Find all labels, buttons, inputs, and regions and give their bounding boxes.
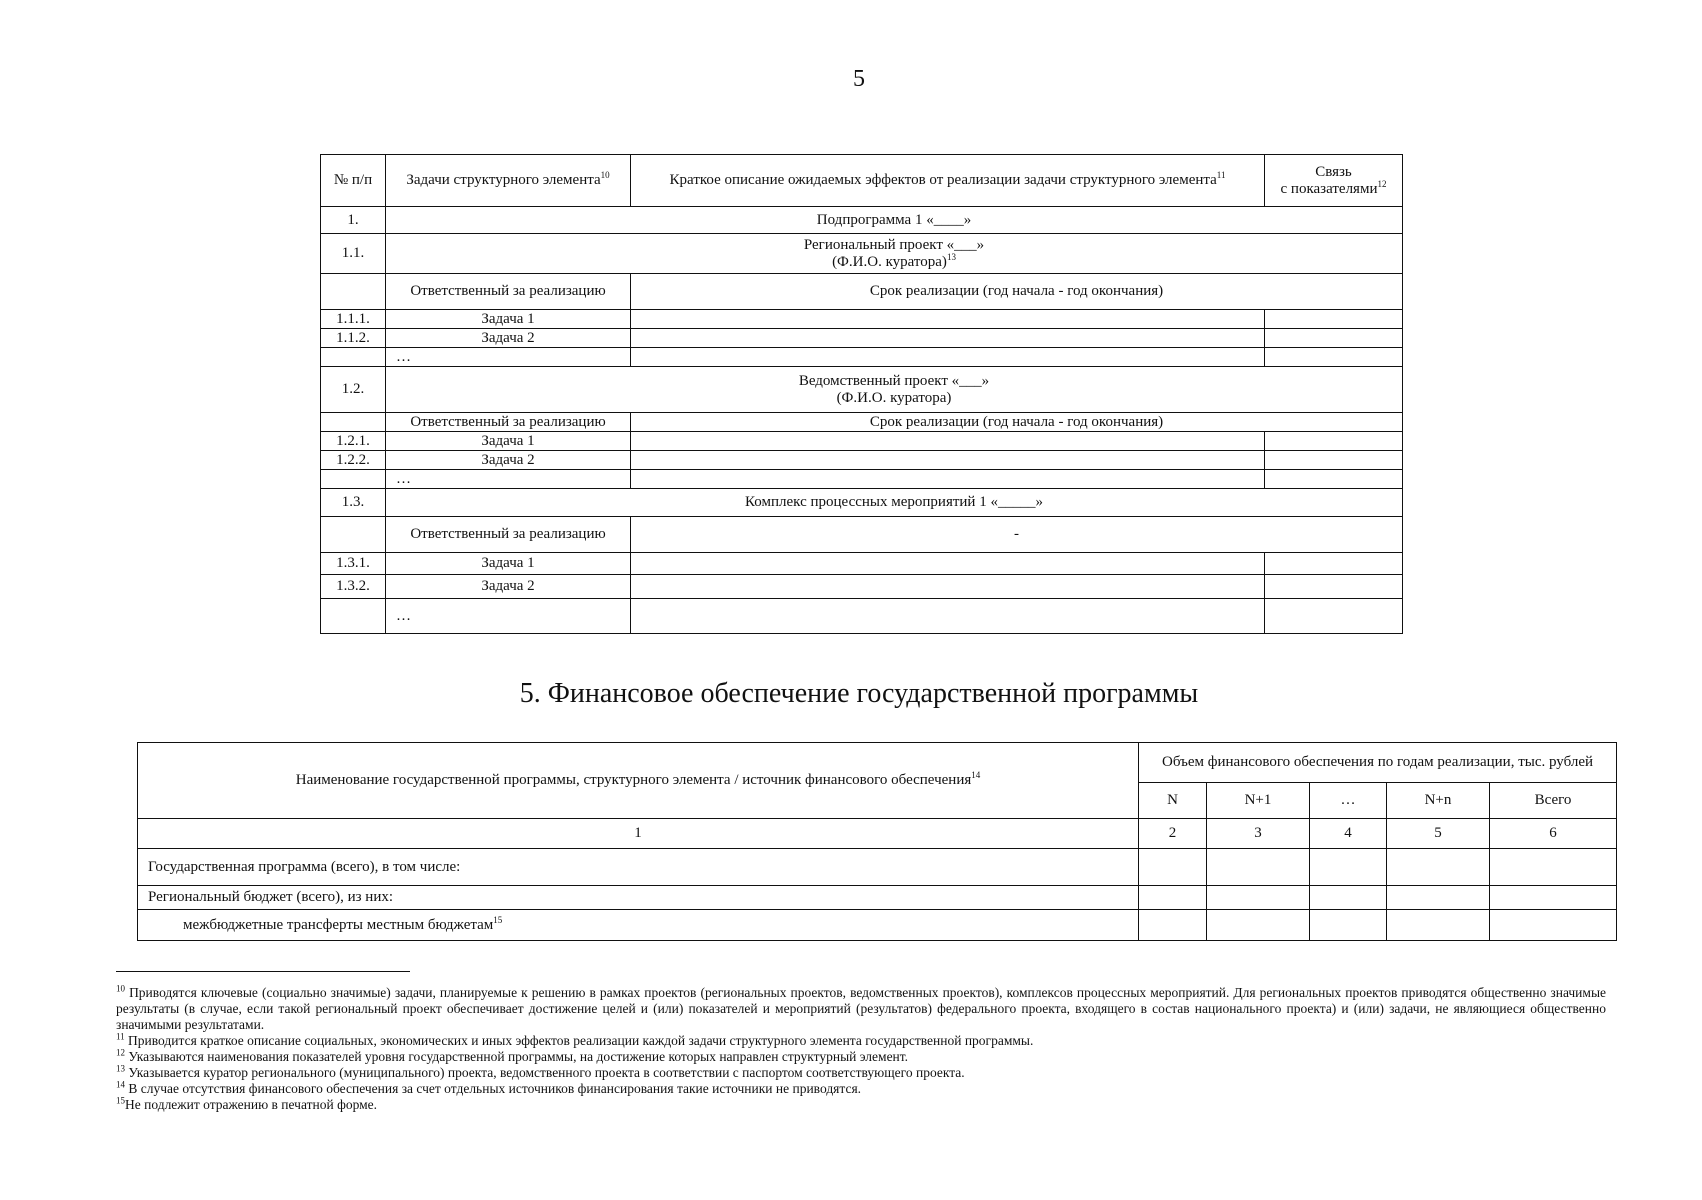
task-name: Задача 2 <box>386 575 631 599</box>
table-row <box>321 489 1403 517</box>
row-num: 1.3. <box>321 489 386 517</box>
page-number: 5 <box>853 66 865 92</box>
table-row <box>321 553 1403 575</box>
section-title: 5. Финансовое обеспечение государственной программы <box>519 678 1199 709</box>
col-number: 2 <box>1139 819 1207 849</box>
table-row <box>321 432 1403 451</box>
footnote-separator <box>116 971 410 972</box>
ellipsis: … <box>386 348 631 367</box>
task-name: Задача 2 <box>386 451 631 470</box>
table-row <box>138 910 1617 941</box>
term-label: Срок реализации (год начала - год окончания) <box>631 413 1403 432</box>
term-label: Срок реализации (год начала - год окончания) <box>631 274 1403 310</box>
subprogram-title: Подпрограмма 1 «____» <box>386 207 1403 234</box>
header-link: Связь с показателями$^{12}$ <box>1265 155 1403 207</box>
task-name: Задача 2 <box>386 329 631 348</box>
col-number: 4 <box>1310 819 1387 849</box>
table-row <box>321 575 1403 599</box>
row-num: 1.2. <box>321 367 386 413</box>
table-row <box>321 451 1403 470</box>
footnote: $^{15}$Не подлежит отражению в печатной форме. <box>116 1095 378 1112</box>
year-header: N <box>1139 783 1207 819</box>
row-num: 1.1.2. <box>321 329 386 348</box>
year-header: N+n <box>1387 783 1490 819</box>
table-row <box>321 517 1403 553</box>
col-number: 6 <box>1490 819 1617 849</box>
process-complex-title: Комплекс процессных мероприятий 1 «_____» <box>386 489 1403 517</box>
total-header: Всего <box>1490 783 1617 819</box>
financing-table <box>137 742 1617 941</box>
table-row <box>138 849 1617 886</box>
header-effects: Краткое описание ожидаемых эффектов от реализации задачи структурного элемента$^{11}$ <box>631 155 1265 207</box>
task-name: Задача 1 <box>386 310 631 329</box>
column-numbers-row <box>138 819 1617 849</box>
table-header-row <box>321 155 1403 207</box>
row-num: 1.1. <box>321 234 386 274</box>
table-row <box>321 470 1403 489</box>
table-row <box>321 234 1403 274</box>
responsible-label: Ответственный за реализацию <box>386 517 631 553</box>
footnote: $^{11}$ Приводится краткое описание социальных, экономических и иных эффектов реализации каждой задачи структурного элемента государственной программы. <box>116 1031 1034 1048</box>
ellipsis: … <box>386 470 631 489</box>
term-dash: - <box>631 517 1403 553</box>
row-num: 1.1.1. <box>321 310 386 329</box>
structural-elements-table <box>320 154 1403 634</box>
col-number: 3 <box>1207 819 1310 849</box>
row-num: 1.3.1. <box>321 553 386 575</box>
header-tasks: Задачи структурного элемента$^{10}$ <box>386 155 631 207</box>
footnotes <box>116 985 1606 1113</box>
table-row <box>138 886 1617 910</box>
table-row <box>321 329 1403 348</box>
responsible-label: Ответственный за реализацию <box>386 274 631 310</box>
table-row <box>321 599 1403 634</box>
footnote: $^{10}$ Приводятся ключевые (социально значимые) задачи, планируемые к решению в рамках проектов (региональных проектов, ведомственных проектов), комплексов процессных мероприятий. Для региональных проектов приводятся общественно значимые результаты (в случае, если такой региональный проект обеспечивает достижение целей и (или) показателей и мероприятий (результатов) федерального проекта, входящего в состав национального проекта) и (или) задачи, не являющиеся общественно значимыми результатами. <box>116 983 1607 1032</box>
table-row <box>321 367 1403 413</box>
task-name: Задача 1 <box>386 553 631 575</box>
table-row <box>321 207 1403 234</box>
task-name: Задача 1 <box>386 432 631 451</box>
table-row <box>321 348 1403 367</box>
row-label: межбюджетные трансферты местным бюджетам$^{15}$ <box>138 910 1139 941</box>
ellipsis: … <box>386 599 631 634</box>
row-num: 1.2.1. <box>321 432 386 451</box>
row-label: Региональный бюджет (всего), из них: <box>138 886 1139 910</box>
departmental-project-title: Ведомственный проект «___» (Ф.И.О. куратора) <box>386 367 1403 413</box>
table-row <box>321 274 1403 310</box>
responsible-label: Ответственный за реализацию <box>386 413 631 432</box>
table-header-row <box>138 743 1617 783</box>
row-label: Государственная программа (всего), в том числе: <box>138 849 1139 886</box>
footnote: $^{14}$ В случае отсутствия финансового обеспечения за счет отдельных источников финансирования такие источники не приводятся. <box>116 1079 862 1096</box>
row-num: 1. <box>321 207 386 234</box>
year-header: N+1 <box>1207 783 1310 819</box>
header-num: № п/п <box>321 155 386 207</box>
name-header: Наименование государственной программы, структурного элемента / источник финансового обеспечения$^{14}$ <box>138 743 1139 819</box>
footnote: $^{13}$ Указывается куратор регионального (муниципального) проекта, ведомственного проекта в соответствии с паспортом соответствующего проекта. <box>116 1063 965 1080</box>
year-header: … <box>1310 783 1387 819</box>
row-num: 1.3.2. <box>321 575 386 599</box>
col-number: 5 <box>1387 819 1490 849</box>
footnote: $^{12}$ Указываются наименования показателей уровня государственной программы, на достижение которых направлен структурный элемент. <box>116 1047 909 1064</box>
table-row <box>321 413 1403 432</box>
volume-header: Объем финансового обеспечения по годам реализации, тыс. рублей <box>1139 743 1617 783</box>
row-num: 1.2.2. <box>321 451 386 470</box>
table-row <box>321 310 1403 329</box>
col-number: 1 <box>138 819 1139 849</box>
regional-project-title: Региональный проект «___» (Ф.И.О. куратора)$^{13}$ <box>386 234 1403 274</box>
